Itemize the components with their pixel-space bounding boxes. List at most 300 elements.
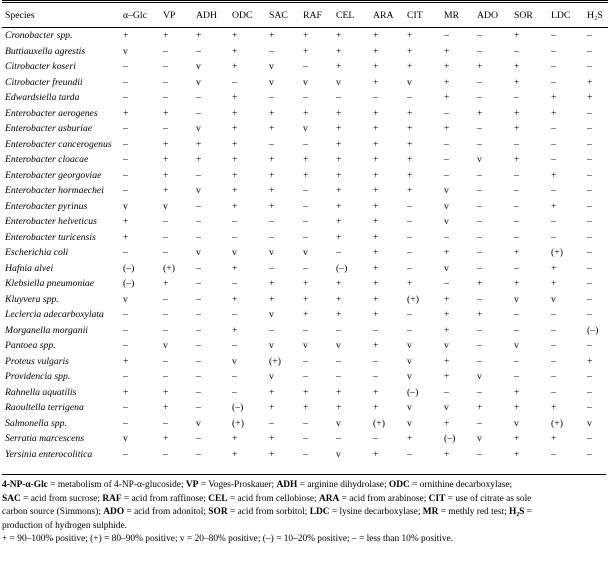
test-result: +	[336, 138, 342, 150]
biochemical-reactions-table	[2, 2, 608, 462]
test-result: +	[269, 402, 275, 413]
test-result: –	[163, 92, 168, 103]
test-result: +	[373, 154, 379, 165]
abbr-ldc: LDC	[309, 507, 330, 517]
test-result: +	[514, 386, 520, 398]
test-result: v	[163, 200, 168, 212]
test-result: –	[232, 386, 237, 398]
test-result: –	[336, 247, 341, 258]
test-result: –	[587, 371, 592, 382]
abbr-ara: ARA	[318, 493, 340, 504]
test-result: +	[163, 386, 169, 398]
test-result: –	[444, 107, 449, 119]
header-test: MR	[444, 3, 477, 28]
table-row	[2, 431, 608, 447]
test-result: –	[477, 185, 482, 196]
test-result: –	[477, 355, 482, 367]
test-result: +	[232, 448, 238, 460]
test-result: +	[123, 386, 129, 398]
test-result: v	[407, 340, 412, 351]
test-result: +	[444, 293, 450, 305]
test-result: v	[196, 76, 201, 88]
species-name: Serratia marcescens	[5, 433, 85, 444]
test-result: –	[303, 433, 308, 444]
test-result: +	[232, 92, 238, 103]
test-result: +	[303, 30, 309, 41]
test-result: +	[163, 433, 169, 444]
test-result: –	[163, 247, 168, 258]
test-result: v	[336, 340, 341, 351]
test-result: –	[477, 340, 482, 351]
test-result: –	[123, 324, 128, 336]
test-result: +	[163, 107, 169, 119]
test-result: –	[514, 355, 519, 367]
test-result: –	[551, 138, 556, 150]
species-name: Enterobacter helveticus	[5, 216, 97, 227]
test-result: +	[373, 293, 379, 305]
def-odc: = ornithine decarboxylase;	[409, 480, 513, 490]
test-result: –	[303, 417, 308, 429]
abbr-h2s: H₂S	[509, 507, 525, 517]
table-row	[2, 90, 608, 106]
test-result: –	[514, 138, 519, 150]
test-result: +	[303, 309, 309, 320]
test-result: –	[269, 324, 274, 336]
test-result: +	[336, 231, 342, 243]
test-result: +	[407, 185, 413, 196]
test-result: v	[303, 123, 308, 134]
test-result: –	[232, 309, 237, 320]
test-result: –	[163, 448, 168, 460]
test-result: +	[407, 169, 413, 181]
test-result: –	[196, 262, 201, 274]
footnote-legend	[2, 533, 606, 547]
test-result: –	[477, 247, 482, 258]
test-result: –	[196, 324, 201, 336]
header-test: H₂S	[587, 3, 608, 28]
test-result: +	[269, 386, 275, 398]
test-result: v	[196, 123, 201, 134]
test-result: +	[551, 169, 557, 181]
test-result: +	[232, 61, 238, 72]
abbr-cel: CEL	[208, 493, 228, 504]
table-row	[2, 354, 608, 370]
test-result: –	[196, 169, 201, 181]
test-result: +	[373, 61, 379, 72]
test-result: (–)	[123, 278, 135, 289]
test-result: –	[303, 61, 308, 72]
test-result: v	[407, 76, 412, 88]
test-result: –	[444, 138, 449, 150]
test-result: –	[196, 231, 201, 243]
test-result: v	[444, 262, 449, 274]
test-result: –	[163, 309, 168, 320]
def-vp: = Voges-Proskauer;	[198, 480, 277, 490]
species-name: Proteus vulgaris	[5, 355, 69, 367]
test-result: –	[163, 371, 168, 382]
species-name: Yersinia enterocolitica	[5, 448, 93, 460]
test-result: (–)	[232, 402, 244, 413]
test-result: +	[373, 402, 379, 413]
table-row	[2, 230, 608, 246]
test-result: +	[232, 138, 238, 150]
test-result: +	[373, 309, 379, 320]
test-result: –	[336, 324, 341, 336]
test-result: –	[123, 185, 128, 196]
test-result: +	[232, 107, 238, 119]
test-result: –	[514, 45, 519, 57]
test-result: –	[551, 154, 556, 165]
test-result: –	[407, 448, 412, 460]
test-result: –	[551, 76, 556, 88]
test-result: +	[303, 278, 309, 289]
test-result: +	[514, 247, 520, 258]
test-result: –	[303, 200, 308, 212]
test-result: –	[514, 216, 519, 227]
test-result: +	[269, 107, 275, 119]
test-result: +	[373, 45, 379, 57]
test-result: –	[514, 324, 519, 336]
test-result: v	[336, 76, 341, 88]
header-test: SAC	[269, 3, 303, 28]
test-result: –	[269, 45, 274, 57]
test-result: +	[444, 45, 450, 57]
species-name: Providencia spp.	[5, 371, 71, 382]
test-result: +	[269, 30, 275, 41]
test-result: –	[477, 216, 482, 227]
test-result: +	[303, 386, 309, 398]
test-result: +	[123, 355, 129, 367]
test-result: –	[551, 216, 556, 227]
test-result: –	[163, 417, 168, 429]
test-result: v	[514, 340, 519, 351]
test-result: +	[407, 154, 413, 165]
test-result: +	[163, 278, 169, 289]
test-result: –	[163, 324, 168, 336]
test-result: +	[444, 309, 450, 320]
test-result: –	[196, 293, 201, 305]
test-result: –	[551, 355, 556, 367]
test-result: +	[123, 231, 129, 243]
test-result: +	[514, 76, 520, 88]
test-result: +	[303, 154, 309, 165]
test-result: –	[163, 76, 168, 88]
species-name: Buttiauxella agrestis	[5, 45, 86, 57]
test-result: –	[373, 92, 378, 103]
species-name: Enterobacter aerogenes	[5, 107, 98, 119]
test-result: –	[477, 417, 482, 429]
test-result: +	[587, 92, 593, 103]
test-result: –	[123, 61, 128, 72]
table-row	[2, 261, 608, 277]
test-result: +	[303, 45, 309, 57]
header-test: RAF	[303, 3, 336, 28]
test-result: –	[196, 92, 201, 103]
header-test: α–Glc	[123, 3, 163, 28]
test-result: v	[444, 402, 449, 413]
test-result: v	[269, 371, 274, 382]
test-result: v	[303, 340, 308, 351]
test-result: +	[336, 45, 342, 57]
test-result: –	[336, 355, 341, 367]
test-result: –	[477, 30, 482, 41]
test-result: –	[587, 293, 592, 305]
test-result: –	[269, 262, 274, 274]
table-footnote	[2, 474, 606, 547]
test-result: +	[373, 278, 379, 289]
test-result: v	[196, 417, 201, 429]
test-result: –	[514, 169, 519, 181]
test-result: (–)	[407, 386, 419, 398]
table-row	[2, 152, 608, 168]
test-result: v	[196, 247, 201, 258]
test-result: +	[587, 355, 593, 367]
abbr-cit: CIT	[428, 493, 446, 504]
test-result: –	[407, 92, 412, 103]
footnote-line-2	[2, 493, 606, 507]
test-result: –	[123, 76, 128, 88]
species-name: Rahnella aquatilis	[5, 386, 77, 398]
def-mr: = methly red test;	[438, 507, 510, 517]
test-result: –	[196, 107, 201, 119]
table-row	[2, 44, 608, 60]
def-adh: = arginine dihydrolase;	[297, 480, 389, 490]
test-result: –	[551, 371, 556, 382]
test-result: –	[163, 355, 168, 367]
test-result: v	[269, 309, 274, 320]
species-name: Cronobacter spp.	[5, 30, 73, 41]
test-result: v	[303, 247, 308, 258]
test-result: +	[232, 293, 238, 305]
test-result: –	[551, 45, 556, 57]
test-result: +	[163, 185, 169, 196]
test-result: –	[373, 433, 378, 444]
top-rule	[2, 0, 608, 1]
test-result: –	[373, 355, 378, 367]
test-result: +	[232, 30, 238, 41]
table-row	[2, 276, 608, 292]
test-result: –	[444, 231, 449, 243]
test-result: –	[269, 92, 274, 103]
table-row	[2, 168, 608, 184]
test-result: +	[551, 107, 557, 119]
def-h2s: =	[524, 507, 533, 517]
test-result: +	[336, 123, 342, 134]
header-test: CEL	[336, 3, 373, 28]
test-result: –	[587, 45, 592, 57]
test-result: –	[163, 123, 168, 134]
test-result: –	[587, 61, 592, 72]
test-result: v	[123, 293, 128, 305]
test-result: –	[587, 402, 592, 413]
test-result: v	[514, 293, 519, 305]
test-result: –	[514, 371, 519, 382]
test-result: (+)	[551, 247, 563, 258]
test-result: +	[123, 30, 129, 41]
test-result: –	[196, 386, 201, 398]
test-result: –	[303, 138, 308, 150]
test-result: +	[336, 309, 342, 320]
def-ldc: = lysine decarboxylase;	[329, 507, 423, 517]
test-result: +	[336, 30, 342, 41]
footnote-line-1	[2, 479, 606, 493]
test-result: –	[514, 200, 519, 212]
test-result: +	[269, 154, 275, 165]
def-ara: = acid from arabinose;	[339, 493, 429, 504]
test-result: –	[123, 123, 128, 134]
test-result: –	[163, 293, 168, 305]
header-test: ARA	[373, 3, 407, 28]
test-result: +	[514, 61, 520, 72]
test-result: –	[587, 185, 592, 196]
test-result: –	[587, 138, 592, 150]
table-row	[2, 292, 608, 308]
test-result: v	[407, 355, 412, 367]
test-result: –	[514, 185, 519, 196]
test-result: –	[444, 386, 449, 398]
test-result: –	[551, 123, 556, 134]
test-result: –	[336, 92, 341, 103]
test-result: +	[232, 324, 238, 336]
test-result: –	[196, 45, 201, 57]
test-result: +	[163, 30, 169, 41]
table-row	[2, 323, 608, 339]
test-result: –	[269, 231, 274, 243]
def-np-glc: = metabolism of 4-NP-α-glucoside;	[47, 480, 186, 490]
test-result: +	[232, 45, 238, 57]
test-result: +	[477, 278, 483, 289]
abbr-adh: ADH	[276, 480, 298, 490]
test-result: +	[407, 138, 413, 150]
test-result: v	[477, 154, 482, 165]
test-result: +	[477, 309, 483, 320]
def-cit: = use of citrate as sole	[445, 493, 532, 504]
test-result: +	[407, 123, 413, 134]
test-result: (+)	[551, 417, 563, 429]
test-result: –	[269, 138, 274, 150]
test-result: +	[514, 278, 520, 289]
test-result: –	[587, 247, 592, 258]
legend-text: + = 90–100% positive; (+) = 80–90% positive; v = 20–80% positive; (–) = 10–20% positive; – = less than 10% positive.	[2, 534, 454, 544]
test-result: +	[336, 169, 342, 181]
test-result: –	[551, 340, 556, 351]
test-result: +	[373, 448, 379, 460]
test-result: +	[373, 386, 379, 398]
test-result: +	[514, 433, 520, 444]
test-result: v	[196, 61, 201, 72]
table-row	[2, 106, 608, 122]
test-result: +	[373, 30, 379, 41]
abbr-raf: RAF	[102, 493, 122, 504]
test-result: +	[336, 386, 342, 398]
def-raf: = acid from raffinose;	[121, 493, 209, 504]
test-result: (–)	[336, 262, 348, 274]
test-result: –	[551, 231, 556, 243]
test-result: +	[373, 231, 379, 243]
table-row	[2, 447, 608, 463]
test-result: +	[303, 402, 309, 413]
test-result: –	[123, 138, 128, 150]
test-result: +	[551, 433, 557, 444]
species-name: Enterobacter hormaechei	[5, 185, 104, 196]
test-result: v	[477, 433, 482, 444]
test-result: +	[477, 402, 483, 413]
test-result: +	[373, 262, 379, 274]
test-result: –	[407, 309, 412, 320]
test-result: –	[587, 107, 592, 119]
table-row	[2, 385, 608, 401]
test-result: (–)	[123, 262, 135, 274]
test-result: v	[196, 185, 201, 196]
species-name: Kluyvera spp.	[5, 293, 59, 305]
test-result: –	[587, 169, 592, 181]
test-result: –	[163, 216, 168, 227]
test-result: –	[232, 216, 237, 227]
test-result: +	[232, 123, 238, 134]
test-result: –	[196, 371, 201, 382]
test-result: –	[196, 448, 201, 460]
abbr-np-glc: 4-NP-α-Glc	[2, 480, 48, 490]
test-result: –	[477, 200, 482, 212]
test-result: –	[444, 278, 449, 289]
test-result: v	[303, 76, 308, 88]
test-result: –	[163, 61, 168, 72]
test-result: –	[587, 448, 592, 460]
test-result: –	[551, 61, 556, 72]
test-result: +	[514, 123, 520, 134]
test-result: –	[477, 324, 482, 336]
test-result: (+)	[407, 293, 419, 305]
test-result: +	[407, 61, 413, 72]
test-result: (–)	[587, 324, 599, 336]
def-ado: = acid from adonitol;	[124, 507, 209, 517]
test-result: +	[232, 169, 238, 181]
table-row	[2, 59, 608, 75]
abbr-mr: MR	[422, 507, 439, 517]
test-result: –	[336, 433, 341, 444]
species-name: Citrobacter koseri	[5, 61, 76, 72]
test-result: –	[196, 355, 201, 367]
test-result: –	[477, 76, 482, 88]
abbr-sor: SOR	[208, 507, 228, 517]
test-result: v	[551, 293, 556, 305]
test-result: +	[514, 30, 520, 41]
test-result: –	[123, 402, 128, 413]
species-name: Enterobacter asburiae	[5, 123, 93, 134]
species-name: Enterobacter pyrinus	[5, 200, 88, 212]
test-result: –	[232, 278, 237, 289]
test-result: –	[336, 371, 341, 382]
test-result: –	[373, 324, 378, 336]
test-result: +	[303, 107, 309, 119]
test-result: (+)	[163, 262, 175, 274]
test-result: –	[232, 371, 237, 382]
test-result: +	[232, 433, 238, 444]
test-result: +	[269, 278, 275, 289]
test-result: –	[303, 185, 308, 196]
abbr-sac: SAC	[2, 493, 21, 504]
test-result: +	[551, 262, 557, 274]
test-result: –	[477, 231, 482, 243]
test-result: +	[373, 138, 379, 150]
test-result: v	[163, 340, 168, 351]
test-result: +	[196, 138, 202, 150]
test-result: –	[587, 278, 592, 289]
test-result: +	[232, 200, 238, 212]
test-result: –	[407, 262, 412, 274]
test-result: –	[269, 417, 274, 429]
test-result: –	[551, 185, 556, 196]
